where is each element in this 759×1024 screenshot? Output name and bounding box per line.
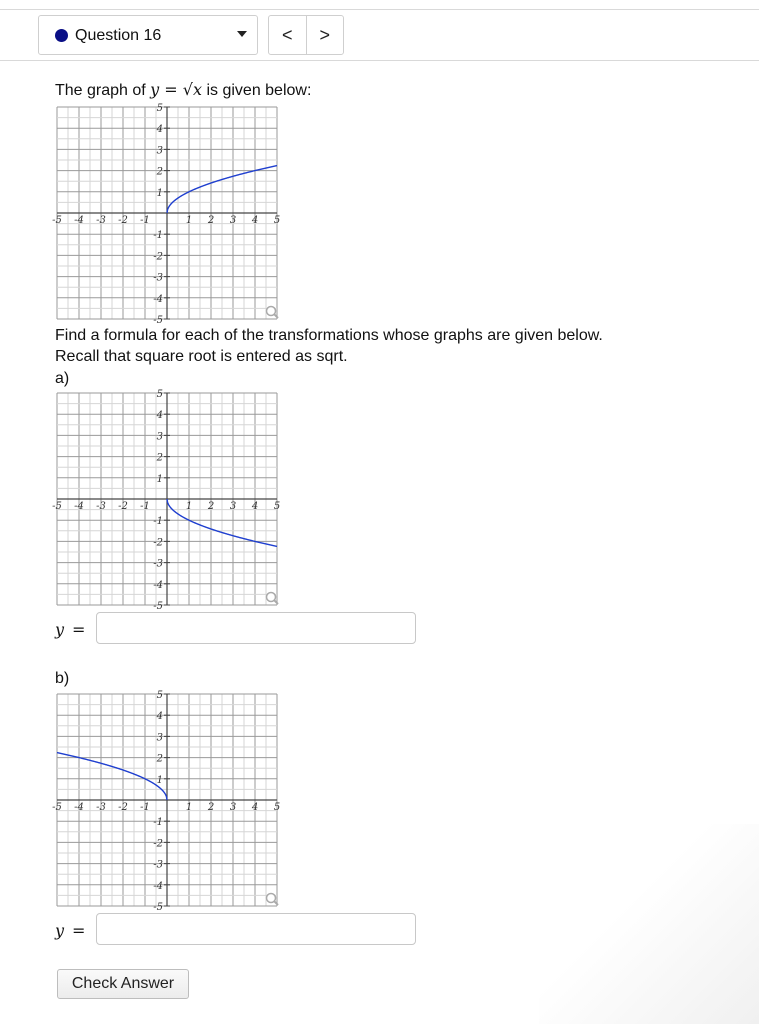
y-tick-label: -2 xyxy=(153,251,163,263)
y-tick-label: 3 xyxy=(156,145,163,157)
part-a-answer-input[interactable] xyxy=(96,612,416,644)
top-divider xyxy=(0,9,759,10)
y-tick-label: -2 xyxy=(153,537,163,549)
y-tick-label: -5 xyxy=(153,315,163,326)
x-tick-label: 1 xyxy=(185,501,193,512)
part-a-eq: = xyxy=(72,620,86,639)
part-b-answer-label xyxy=(55,921,85,940)
part-a-y: y xyxy=(55,620,65,639)
part-b-y: y xyxy=(55,921,65,940)
x-tick-label: -1 xyxy=(140,215,150,226)
x-tick-label: -3 xyxy=(96,802,106,813)
y-tick-label: 1 xyxy=(156,473,163,485)
y-tick-label: 2 xyxy=(156,753,163,765)
x-tick-label: -3 xyxy=(96,501,106,512)
header-divider xyxy=(0,60,759,61)
intro-suffix: is given below: xyxy=(202,82,312,99)
y-tick-label: 2 xyxy=(156,452,163,464)
x-tick-label: -5 xyxy=(52,802,62,813)
x-tick-label: 4 xyxy=(251,501,259,512)
x-tick-label: 5 xyxy=(273,501,281,512)
y-tick-label: -5 xyxy=(153,902,163,913)
y-tick-label: -1 xyxy=(153,817,163,829)
instructions-line2: Recall that square root is entered as sqrt. xyxy=(55,348,348,365)
x-tick-label: -4 xyxy=(74,215,84,226)
part-b-eq: = xyxy=(72,921,86,940)
part-b-label: b) xyxy=(55,670,70,687)
x-tick-label: -2 xyxy=(118,501,128,512)
x-tick-label: -4 xyxy=(74,802,84,813)
chevron-down-icon xyxy=(237,31,247,37)
y-tick-label: -1 xyxy=(153,516,163,528)
x-tick-label: 5 xyxy=(273,215,281,226)
question-label: Question 16 xyxy=(75,27,162,44)
x-tick-label: 2 xyxy=(207,501,215,512)
x-tick-label: 3 xyxy=(229,501,237,512)
y-tick-label: 4 xyxy=(156,410,163,422)
y-tick-label: 1 xyxy=(156,187,163,199)
check-answer-button[interactable]: Check Answer xyxy=(57,969,189,999)
y-tick-label: -4 xyxy=(153,880,163,892)
graph-b xyxy=(52,690,281,913)
intro-prefix: The graph of xyxy=(55,82,151,99)
y-tick-label: -3 xyxy=(153,859,163,871)
y-tick-label: -5 xyxy=(153,601,163,612)
x-tick-label: 4 xyxy=(251,802,259,813)
x-tick-label: -2 xyxy=(118,215,128,226)
intro-math: y = √x xyxy=(150,80,203,99)
x-tick-label: 2 xyxy=(207,215,215,226)
background-shade xyxy=(539,824,759,1024)
y-tick-label: 4 xyxy=(156,711,163,723)
y-tick-label: 5 xyxy=(156,690,163,701)
y-tick-label: 2 xyxy=(156,166,163,178)
part-b-answer-input[interactable] xyxy=(96,913,416,945)
x-tick-label: 3 xyxy=(229,215,237,226)
part-a-answer-label xyxy=(55,620,85,639)
x-tick-label: -4 xyxy=(74,501,84,512)
y-tick-label: -4 xyxy=(153,293,163,305)
prev-question-button[interactable]: < xyxy=(281,24,293,45)
question-nav xyxy=(268,15,344,55)
x-tick-label: -5 xyxy=(52,215,62,226)
y-tick-label: 3 xyxy=(156,732,163,744)
y-tick-label: -1 xyxy=(153,230,163,242)
x-tick-label: 3 xyxy=(229,802,237,813)
y-tick-label: -3 xyxy=(153,558,163,570)
y-tick-label: -4 xyxy=(153,579,163,591)
x-tick-label: -3 xyxy=(96,215,106,226)
x-tick-label: -5 xyxy=(52,501,62,512)
intro-text xyxy=(55,80,311,101)
x-tick-label: -2 xyxy=(118,802,128,813)
x-tick-label: 1 xyxy=(185,215,193,226)
y-tick-label: -2 xyxy=(153,838,163,850)
y-tick-label: 5 xyxy=(156,103,163,114)
question-selector[interactable] xyxy=(38,15,258,55)
x-tick-label: 2 xyxy=(207,802,215,813)
x-tick-label: -1 xyxy=(140,802,150,813)
question-status-dot xyxy=(55,29,68,42)
instructions-line1: Find a formula for each of the transformations whose graphs are given below. xyxy=(55,327,603,344)
y-tick-label: 1 xyxy=(156,774,163,786)
next-question-button[interactable]: > xyxy=(306,16,344,54)
x-tick-label: 5 xyxy=(273,802,281,813)
graph-a xyxy=(52,389,281,612)
y-tick-label: -3 xyxy=(153,272,163,284)
x-tick-label: 4 xyxy=(251,215,259,226)
y-tick-label: 5 xyxy=(156,389,163,400)
part-a-label: a) xyxy=(55,370,70,387)
x-tick-label: -1 xyxy=(140,501,150,512)
x-tick-label: 1 xyxy=(185,802,193,813)
graph-base xyxy=(52,103,281,326)
y-tick-label: 3 xyxy=(156,431,163,443)
y-tick-label: 4 xyxy=(156,124,163,136)
